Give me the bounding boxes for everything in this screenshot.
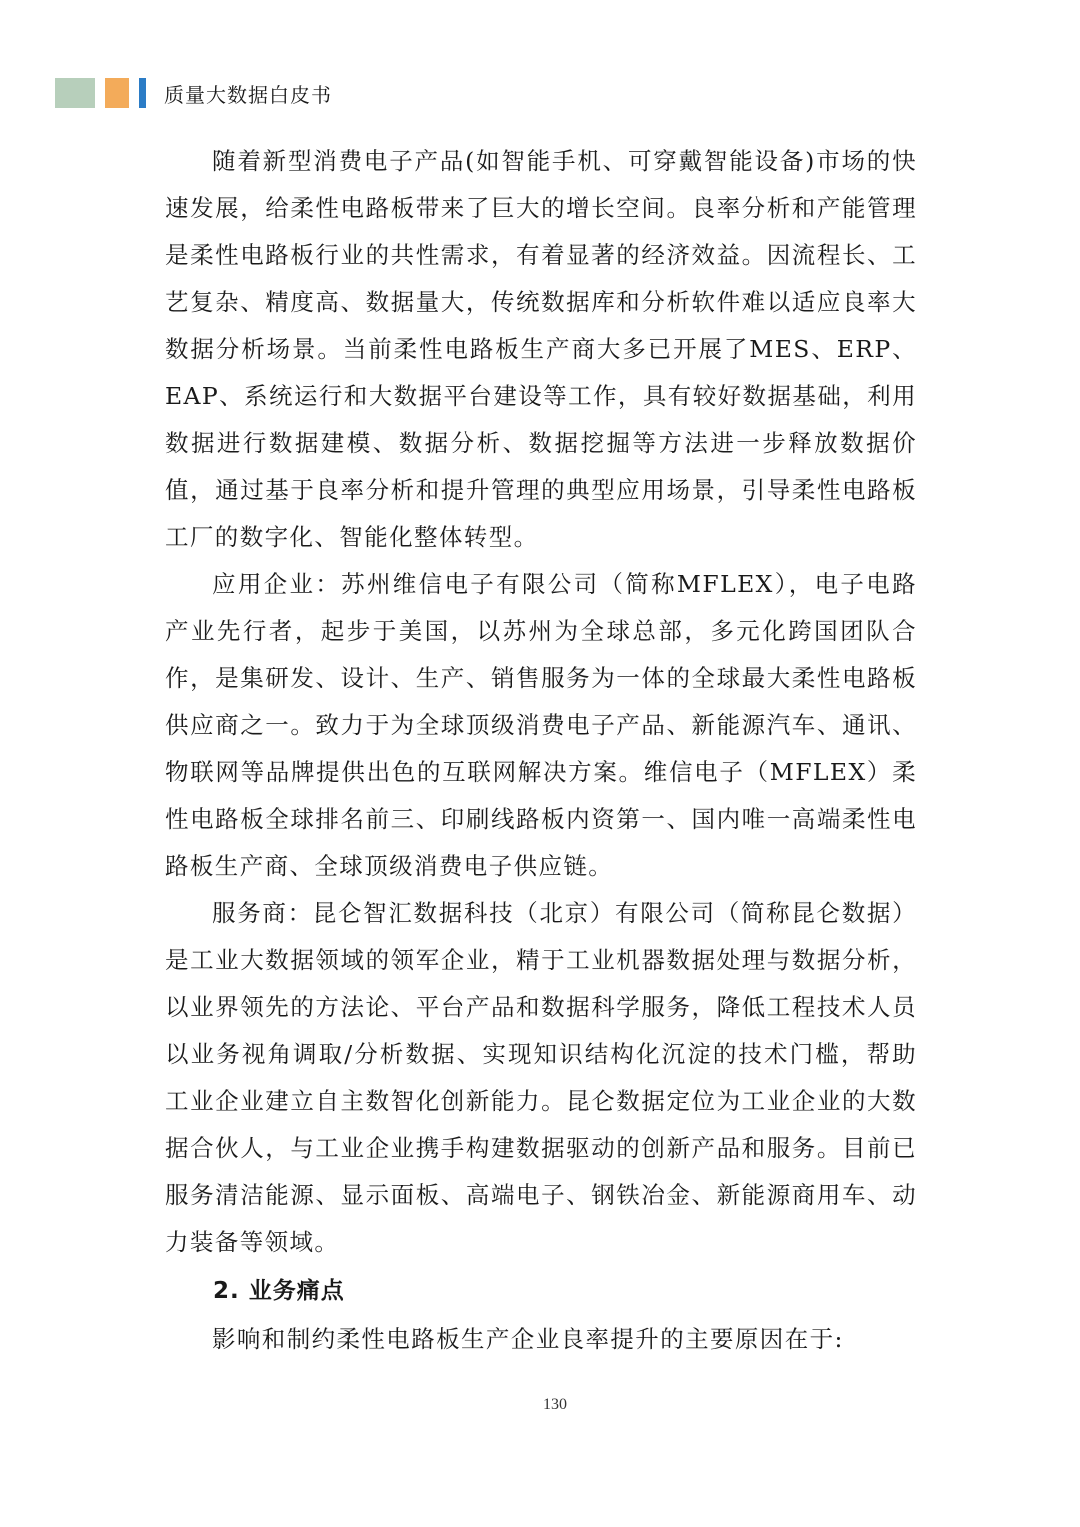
header-title: 质量大数据白皮书 bbox=[164, 82, 332, 107]
paragraph-application-company: 应用企业：苏州维信电子有限公司（简称MFLEX），电子电路产业先行者，起步于美国，以苏州为全球总部，多元化跨国团队合作，是集研发、设计、生产、销售服务为一体的全球最大柔性电路板供应商之一。致力于为全球顶级消费电子产品、新能源汽车、通讯、物联网等品牌提供出色的互联网解决方案。维信电子（MFLEX）柔性电路板全球排名前三、印刷线路板内资第一、国内唯一高端柔性电路板生产商、全球顶级消费电子供应链。 bbox=[165, 570, 917, 880]
header-orange-block bbox=[105, 78, 129, 108]
paragraph-pain-points-intro: 影响和制约柔性电路板生产企业良率提升的主要原因在于: bbox=[212, 1325, 844, 1353]
page-number: 130 bbox=[543, 1396, 567, 1413]
header-green-block bbox=[55, 78, 95, 108]
main-content bbox=[165, 138, 917, 1363]
paragraph-market-background: 随着新型消费电子产品(如智能手机、可穿戴智能设备)市场的快速发展，给柔性电路板带来了巨大的增长空间。良率分析和产能管理是柔性电路板行业的共性需求，有着显著的经济效益。因流程长、工艺复杂、精度高、数据量大，传统数据库和分析软件难以适应良率大数据分析场景。当前柔性电路板生产商大多已开展了MES、ERP、EAP、系统运行和大数据平台建设等工作，具有较好数据基础，利用数据进行数据建模、数据分析、数据挖掘等方法进一步释放数据价值，通过基于良率分析和提升管理的典型应用场景，引导柔性电路板工厂的数字化、智能化整体转型。 bbox=[165, 147, 917, 551]
paragraph-service-provider: 服务商：昆仑智汇数据科技（北京）有限公司（简称昆仑数据）是工业大数据领域的领军企业，精于工业机器数据处理与数据分析，以业界领先的方法论、平台产品和数据科学服务，降低工程技术人员以业务视角调取/分析数据、实现知识结构化沉淀的技术门槛，帮助工业企业建立自主数智化创新能力。昆仑数据定位为工业企业的大数据合伙人，与工业企业携手构建数据驱动的创新产品和服务。目前已服务清洁能源、显示面板、高端电子、钢铁冶金、新能源商用车、动力装备等领域。 bbox=[165, 899, 917, 1256]
header-blue-bar bbox=[139, 78, 146, 108]
section-heading-business-pain-points: 2. 业务痛点 bbox=[213, 1278, 345, 1304]
page-header bbox=[55, 78, 332, 108]
